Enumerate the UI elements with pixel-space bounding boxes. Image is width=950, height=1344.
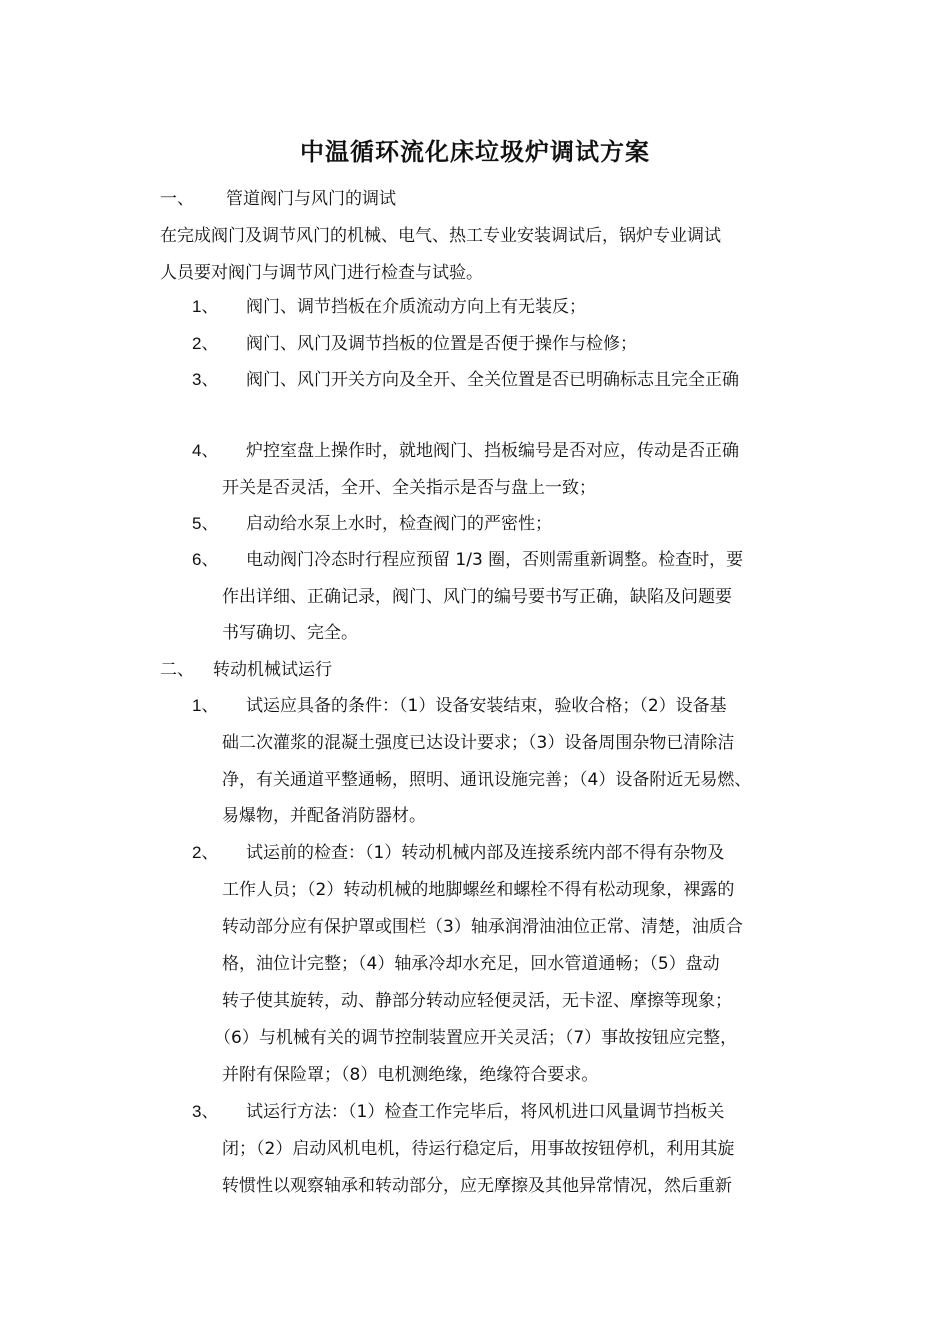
s1-item-5-text: 启动给水泵上水时，检查阀门的严密性；	[246, 514, 552, 534]
section-1-intro-line-1: 在完成阀门及调节风门的机械、电气、热工专业安装调试后，锅炉专业调试	[160, 226, 721, 246]
s1-item-6-number: 6、	[192, 550, 219, 569]
s1-item-2-number: 2、	[192, 334, 219, 353]
s2-item-1-text-4: 易爆物，并配备消防器材。	[222, 806, 426, 826]
s1-item-1-text: 阀门、调节挡板在介质流动方向上有无装反；	[246, 297, 586, 317]
s1-item-3-text: 阀门、风门开关方向及全开、全关位置是否已明确标志且完全正确	[246, 370, 739, 390]
s2-item-2-text-7: 并附有保险罩；（8）电机测绝缘，绝缘符合要求。	[222, 1065, 599, 1085]
s1-item-6-text-2: 作出详细、正确记录，阀门、风门的编号要书写正确，缺陷及问题要	[222, 587, 732, 607]
s2-item-1-text-1: 试运应具备的条件：（1）设备安装结束，验收合格；（2）设备基	[246, 696, 727, 716]
s1-item-1-number: 1、	[192, 297, 219, 316]
s2-item-1-text-3: 净，有关通道平整通畅，照明、通讯设施完善；（4）设备附近无易燃、	[222, 770, 752, 790]
section-1-number: 一、	[160, 189, 194, 209]
s2-item-2-number: 2、	[192, 843, 219, 862]
s2-item-1-number: 1、	[192, 696, 219, 715]
document-title: 中温循环流化床垃圾炉调试方案	[300, 138, 650, 166]
s2-item-1-text-2: 础二次灌浆的混凝土强度已达设计要求；（3）设备周围杂物已清除洁	[222, 733, 735, 753]
s2-item-2-text-4: 格，油位计完整；（4）轴承冷却水充足，回水管道通畅；（5）盘动	[222, 954, 720, 974]
s1-item-2-text: 阀门、风门及调节挡板的位置是否便于操作与检修；	[246, 334, 637, 354]
s1-item-6-text-3: 书写确切、完全。	[222, 623, 358, 643]
s1-item-3-number: 3、	[192, 370, 219, 389]
section-2-heading: 转动机械试运行	[213, 660, 332, 680]
s1-item-4-text-2: 开关是否灵活，全开、全关指示是否与盘上一致；	[222, 478, 596, 498]
s2-item-2-text-3: 转动部分应有保护罩或围栏（3）轴承润滑油油位正常、清楚，油质合	[222, 917, 743, 937]
s2-item-2-text-2: 工作人员；（2）转动机械的地脚螺丝和螺栓不得有松动现象，裸露的	[222, 880, 735, 900]
s2-item-3-text-1: 试运行方法：（1）检查工作完毕后，将风机进口风量调节挡板关	[246, 1102, 725, 1122]
s1-item-6-text-1: 电动阀门冷态时行程应预留 1/3 圈，否则需重新调整。检查时，要	[246, 550, 744, 570]
section-2-number: 二、	[160, 660, 194, 680]
section-1-intro-line-2: 人员要对阀门与调节风门进行检查与试验。	[160, 263, 483, 283]
s1-item-5-number: 5、	[192, 514, 219, 533]
s1-item-4-number: 4、	[192, 441, 219, 460]
s1-item-4-text-1: 炉控室盘上操作时，就地阀门、挡板编号是否对应，传动是否正确	[246, 441, 739, 461]
s2-item-2-text-1: 试运前的检查：（1）转动机械内部及连接系统内部不得有杂物及	[246, 843, 725, 863]
s2-item-3-text-3: 转惯性以观察轴承和转动部分，应无摩擦及其他异常情况，然后重新	[222, 1176, 732, 1196]
section-1-heading: 管道阀门与风门的调试	[226, 189, 396, 209]
s2-item-3-number: 3、	[192, 1102, 219, 1121]
s2-item-3-text-2: 闭；（2）启动风机电机，待运行稳定后，用事故按钮停机，利用其旋	[222, 1139, 735, 1159]
s2-item-2-text-5: 转子使其旋转，动、静部分转动应轻便灵活，无卡涩、摩擦等现象；	[222, 991, 732, 1011]
s2-item-2-text-6: （6）与机械有关的调节控制装置应开关灵活；（7）事故按钮应完整，	[214, 1028, 738, 1048]
